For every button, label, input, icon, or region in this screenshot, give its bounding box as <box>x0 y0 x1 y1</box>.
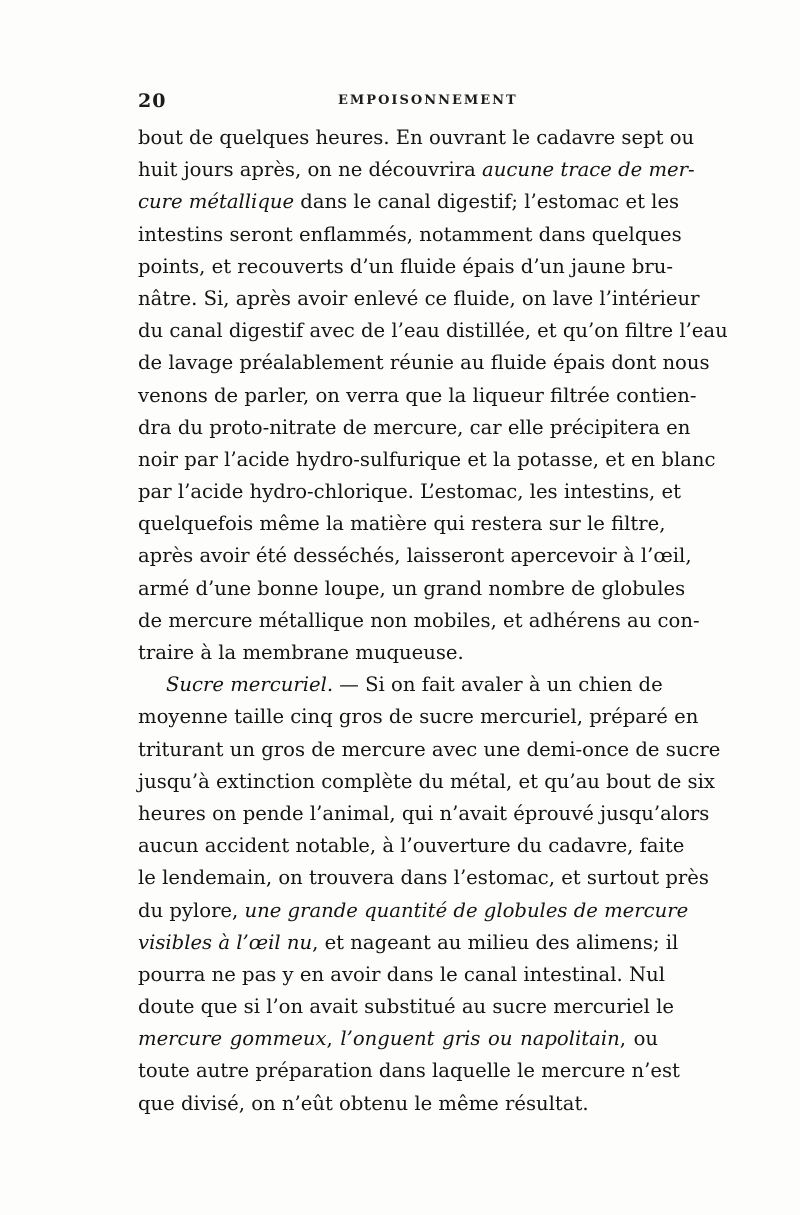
text-line: de lavage préalablement réunie au fluide épais dont nous <box>138 351 710 375</box>
text-line: points, et recouverts d’un fluide épais d’un jaune bru- <box>138 254 673 278</box>
text-line: visibles à l’œil nu, et nageant au milieu des alimens; il <box>138 930 679 954</box>
text-line: aucun accident notable, à l’ouverture du cadavre, faite <box>138 834 685 858</box>
text-line: par l’acide hydro-chlorique. L’estomac, les intestins, et <box>138 480 681 504</box>
text-line: après avoir été desséchés, laisseront apercevoir à l’œil, <box>138 544 692 568</box>
text-line: que divisé, on n’eût obtenu le même résultat. <box>138 1091 589 1115</box>
text-line: toute autre préparation dans laquelle le mercure n’est <box>138 1059 680 1083</box>
text-line: heures on pende l’animal, qui n’avait éprouvé jusqu’alors <box>138 801 710 825</box>
text-line: de mercure métallique non mobiles, et adhérens au con- <box>138 608 700 632</box>
running-head <box>138 90 658 116</box>
text-line: Sucre mercuriel. — Si on fait avaler à un chien de <box>166 673 663 697</box>
text-line: du canal digestif avec de l’eau distillée, et qu’on filtre l’eau <box>138 319 728 343</box>
text-line: cure métallique dans le canal digestif; l’estomac et les <box>138 190 680 214</box>
text-line: huit jours après, on ne découvrira aucune trace de mer- <box>138 158 695 182</box>
text-line: moyenne taille cinq gros de sucre mercuriel, préparé en <box>138 705 699 729</box>
text-line: noir par l’acide hydro-sulfurique et la potasse, et en blanc <box>138 447 716 471</box>
text-line: bout de quelques heures. En ouvrant le cadavre sept ou <box>138 126 695 149</box>
text-line: mercure gommeux, l’onguent gris ou napolitain, ou <box>138 1027 658 1051</box>
text-line: nâtre. Si, après avoir enlevé ce fluide, on lave l’intérieur <box>138 286 700 310</box>
page-number: 20 <box>138 90 167 112</box>
running-title: EMPOISONNEMENT <box>338 93 518 108</box>
text-line: dra du proto-nitrate de mercure, car elle précipitera en <box>138 415 691 439</box>
text-line: pourra ne pas y en avoir dans le canal intestinal. Nul <box>138 962 665 986</box>
text-line: venons de parler, on verra que la liqueur filtrée contien- <box>138 383 697 407</box>
text-line: du pylore, une grande quantité de globules de mercure <box>138 898 689 922</box>
text-line: armé d’une bonne loupe, un grand nombre de globules <box>138 576 686 600</box>
text-line: jusqu’à extinction complète du métal, et qu’au bout de six <box>138 769 715 793</box>
text-line: intestins seront enflammés, notamment dans quelques <box>138 222 682 246</box>
text-line: traire à la membrane muqueuse. <box>138 641 464 664</box>
text-line: quelquefois même la matière qui restera sur le filtre, <box>138 512 666 536</box>
text-line: triturant un gros de mercure avec une demi-once de sucre <box>138 737 721 761</box>
text-line: doute que si l’on avait substitué au sucre mercuriel le <box>138 995 674 1019</box>
body-text <box>138 122 728 1120</box>
text-line: le lendemain, on trouvera dans l’estomac, et surtout près <box>138 866 709 890</box>
